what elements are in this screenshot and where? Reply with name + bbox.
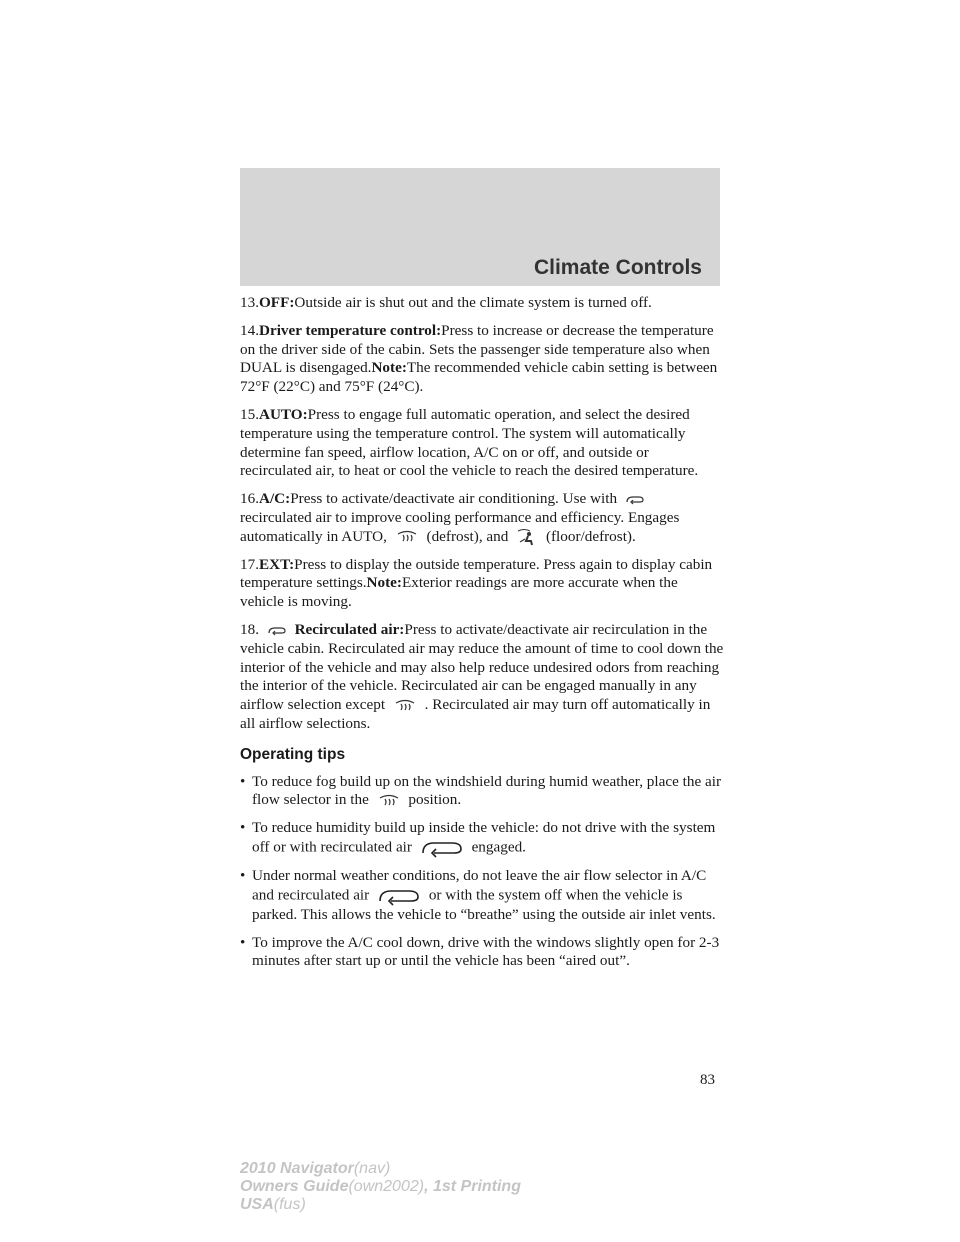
list-item: • To improve the A/C cool down, drive with the windows slightly open for 2-3 minutes after start up or until the vehicle has been “aired out”. [240,933,720,970]
item-17: 17.EXT:Press to display the outside temperature. Press again to display cabin temperature settings.Note:Exterior readings are more accurate when the vehicle is moving. [240,555,713,611]
item-16: 16.A/C:Press to activate/deactivate air conditioning. Use with recirculated air to improve cooling performance and efficiency. Engages automatically in AUTO, (defrost), and (floor/defrost). [240,490,680,545]
recirculation-icon [625,494,645,505]
recirculation-icon [377,886,421,906]
operating-tips-list [240,773,724,972]
item-13: 13.OFF:Outside air is shut out and the climate system is turned off. [240,294,652,311]
document-footer [240,1160,521,1214]
footer-line-1: 2010 Navigator(nav) [240,1160,391,1177]
item-14: 14.Driver temperature control:Press to increase or decrease the temperature on the driver side of the cabin. Sets the passenger side temperature also when DUAL is disengaged.Note:The recommended vehicle cabin setting is between 72°F (22°C) and 75°F (24°C). [240,321,718,396]
footer-line-2: Owners Guide(own2002), 1st Printing [240,1178,521,1195]
section-header-bar [240,168,720,286]
recirculation-icon [420,838,464,858]
item-15: 15.AUTO:Press to engage full automatic operation, and select the desired temperature using the temperature control. The system will automatically determine fan speed, airflow location, A/C on or off, and outside or recirculated air, to heat or cool the vehicle to reach the desired temperature. [240,405,699,480]
list-item: • To reduce humidity build up inside the vehicle: do not drive with the system off or with recirculated air engaged. [240,819,724,858]
defrost-icon [395,529,419,545]
section-title: Climate Controls [533,256,702,279]
defrost-icon [393,698,417,714]
list-item: • Under normal weather conditions, do not leave the air flow selector in A/C and recirculated air or with the system off when the vehicle is parked. This allows the vehicle to “breathe” using the outside air inlet vents. [240,866,716,923]
item-18: 18. Recirculated air:Press to activate/deactivate air recirculation in the vehicle cabin. Recirculated air may reduce the amount of time to cool down the interior of the vehicle and may also help reduce undesired odors from reaching the interior of the vehicle. Recirculated air can be engaged manually in any airflow selection except . Recirculated air may turn off automatically in all airflow selections. [240,620,724,732]
floor-defrost-icon [516,528,538,546]
defrost-icon [377,793,401,809]
recirculation-icon [267,625,287,636]
page-content [240,294,724,980]
page-number: 83 [700,1072,715,1088]
operating-tips-heading: Operating tips [240,745,346,763]
footer-line-3: USA(fus) [240,1196,306,1213]
list-item: • To reduce fog build up on the windshield during humid weather, place the air flow selector in the position. [240,772,722,809]
